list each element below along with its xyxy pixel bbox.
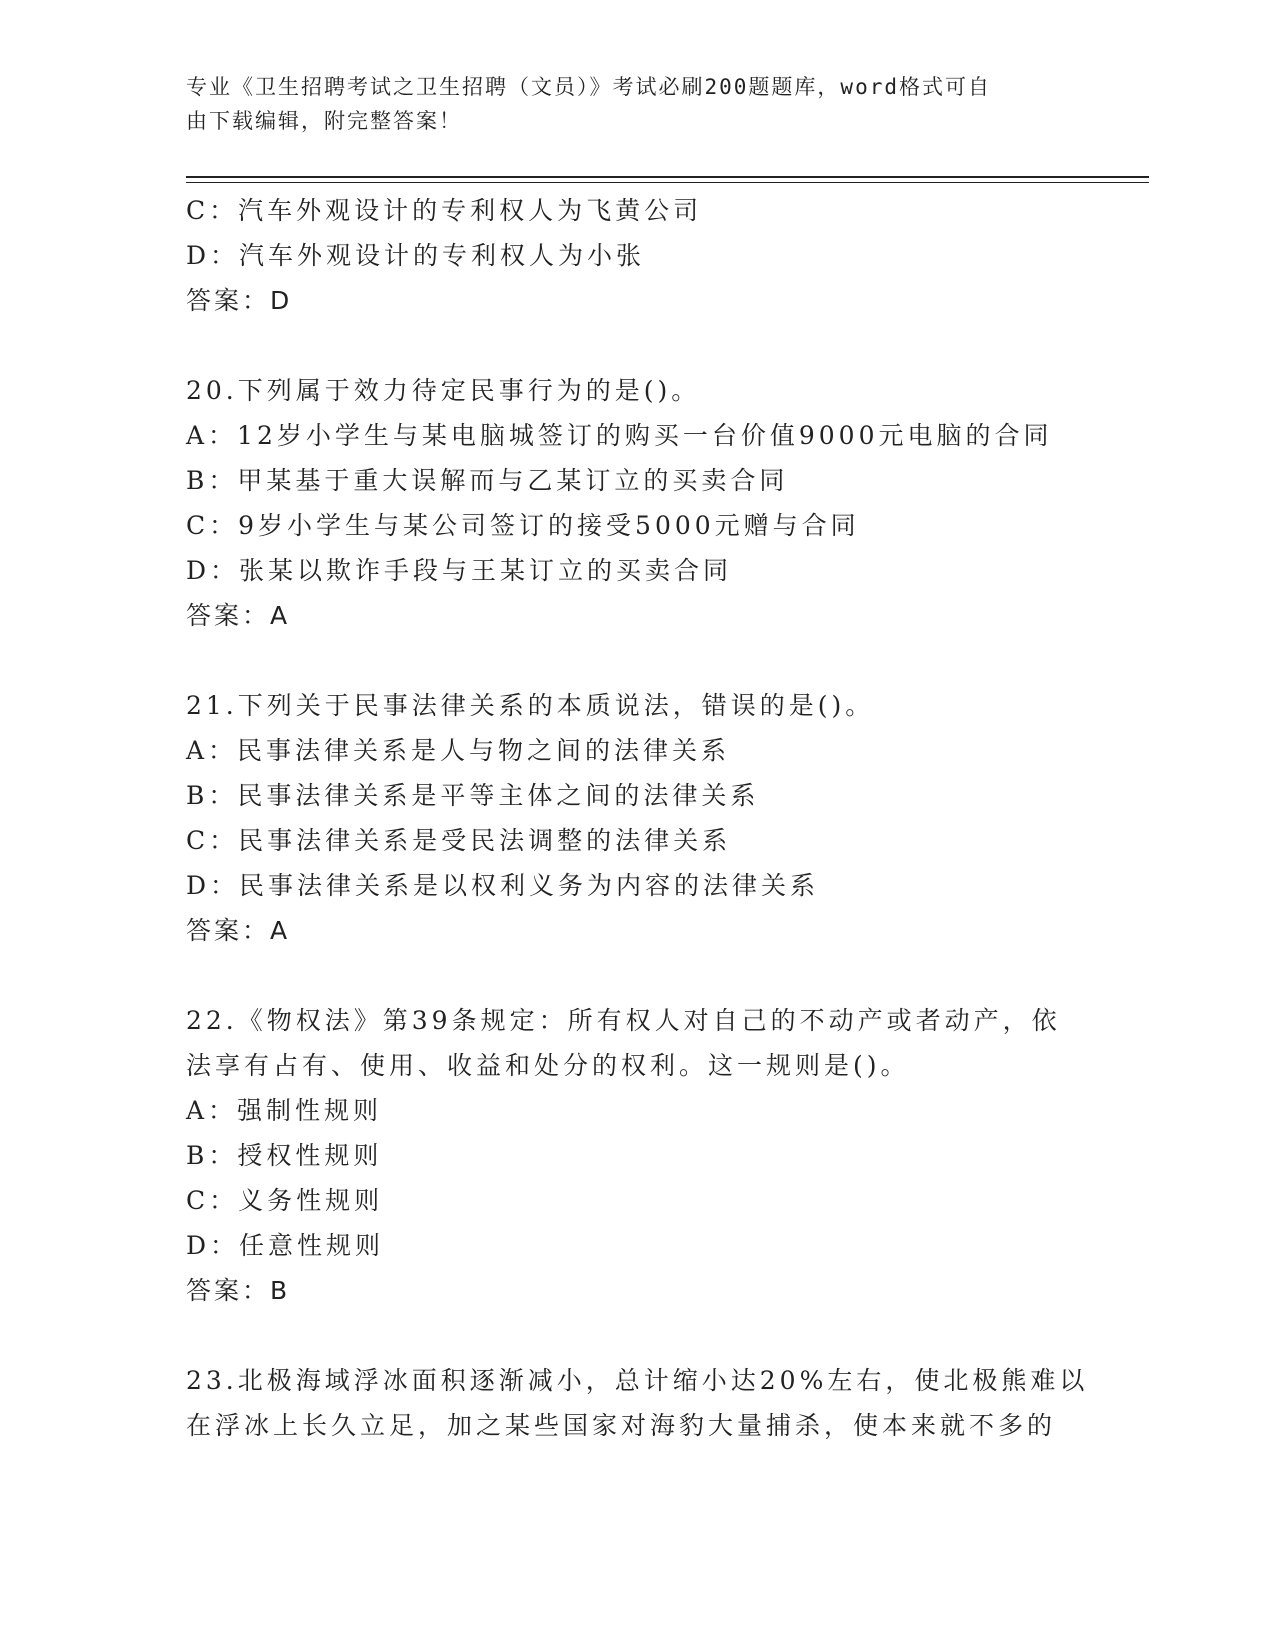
- header-divider-thin: [186, 182, 1149, 183]
- option-d: D：民事法律关系是以权利义务为内容的法律关系: [186, 871, 820, 900]
- option-b: B：甲某基于重大误解而与乙某订立的买卖合同: [186, 466, 789, 495]
- option-d: D：张某以欺诈手段与王某订立的买卖合同: [186, 556, 733, 585]
- option-b: B：授权性规则: [186, 1141, 383, 1170]
- page-header: [186, 70, 1066, 138]
- option-c: C：民事法律关系是受民法调整的法律关系: [186, 826, 732, 855]
- question-stem: 23.北极海域浮冰面积逐渐减小，总计缩小达20%左右，使北极熊难以: [186, 1366, 1089, 1395]
- question-list: [186, 188, 1089, 1448]
- question-stem: 21.下列关于民事法律关系的本质说法，错误的是()。: [186, 691, 875, 720]
- option-c: C：汽车外观设计的专利权人为飞黄公司: [186, 196, 703, 225]
- question-stem-continued: 法享有占有、使用、收益和处分的权利。这一规则是()。: [186, 1051, 910, 1080]
- option-a: A：12岁小学生与某电脑城签订的购买一台价值9000元电脑的合同: [186, 421, 1053, 450]
- answer: 答案：A: [186, 601, 291, 630]
- option-d: D：汽车外观设计的专利权人为小张: [186, 241, 646, 270]
- question-stem-continued: 在浮冰上长久立足，加之某些国家对海豹大量捕杀，使本来就不多的: [186, 1411, 1057, 1440]
- option-a: A：民事法律关系是人与物之间的法律关系: [186, 736, 731, 765]
- header-divider-thick: [186, 176, 1149, 178]
- option-d: D：任意性规则: [186, 1231, 385, 1260]
- question-stem: 20.下列属于效力待定民事行为的是()。: [186, 376, 701, 405]
- question-stem: 22.《物权法》第39条规定：所有权人对自己的不动产或者动产，依: [186, 1006, 1061, 1035]
- answer: 答案：B: [186, 1276, 291, 1305]
- header-line-1: 专业《卫生招聘考试之卫生招聘（文员）》考试必刷200题题库，word格式可自: [186, 75, 991, 99]
- option-a: A：强制性规则: [186, 1096, 383, 1125]
- answer: 答案：A: [186, 916, 291, 945]
- option-c: C：9岁小学生与某公司签订的接受5000元赠与合同: [186, 511, 860, 540]
- header-line-2: 由下载编辑，附完整答案！: [186, 109, 462, 133]
- answer: 答案：D: [186, 286, 293, 315]
- option-b: B：民事法律关系是平等主体之间的法律关系: [186, 781, 760, 810]
- option-c: C：义务性规则: [186, 1186, 384, 1215]
